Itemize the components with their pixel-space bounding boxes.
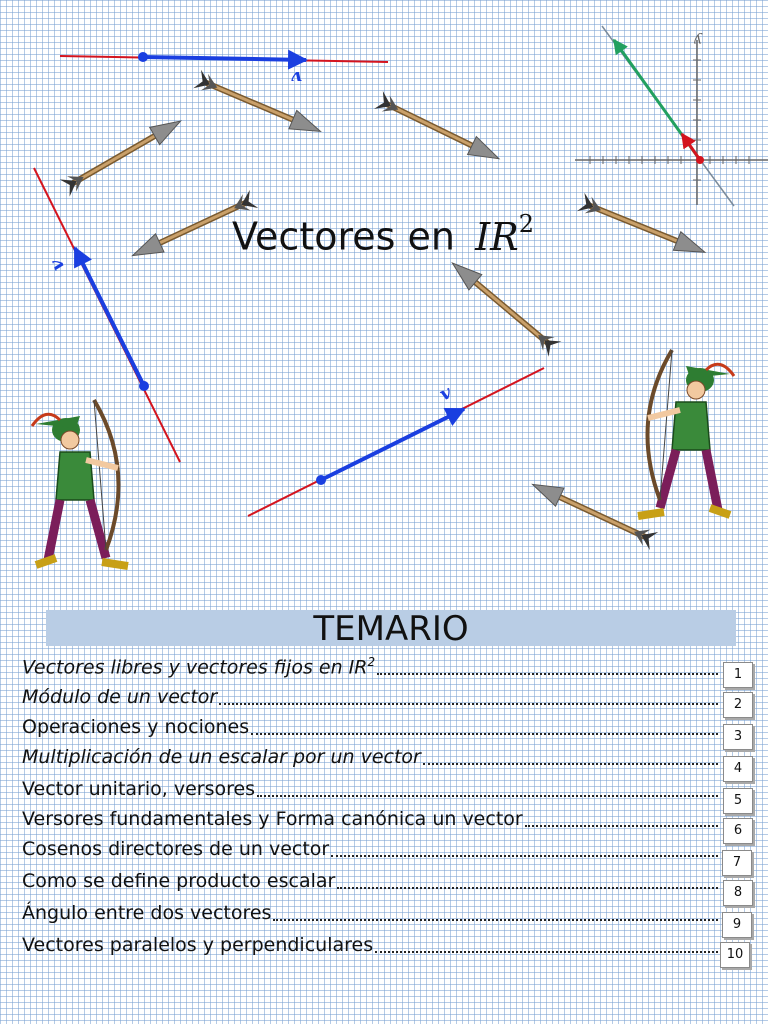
toc-leader-dots	[525, 825, 718, 827]
vector-top-label: v	[291, 67, 302, 88]
title-math	[475, 210, 534, 259]
toc-row[interactable]	[0, 680, 768, 710]
toc-entry-text	[22, 718, 249, 737]
toc-leader-dots	[273, 919, 718, 921]
arrow-1	[193, 70, 324, 141]
toc-entry-text	[22, 656, 375, 677]
toc-page-number[interactable]: 10	[720, 942, 750, 968]
toc-entry-title: Operaciones y nociones	[22, 716, 250, 738]
toc-entry-title: Módulo de un vector	[22, 686, 218, 708]
temario-banner: TEMARIO	[46, 610, 736, 646]
toc-entry-text	[22, 810, 523, 829]
toc-entry-title: Versores fundamentales y Forma canónica un vector	[22, 808, 523, 830]
toc-leader-dots	[219, 703, 718, 705]
toc-row[interactable]	[0, 864, 768, 900]
toc-entry-text	[22, 904, 271, 923]
toc-page-number[interactable]: 2	[723, 692, 753, 718]
toc-row[interactable]	[0, 740, 768, 776]
vector-center-origin	[316, 475, 326, 485]
toc-entry-sup: 2	[367, 654, 376, 669]
toc-row[interactable]	[0, 650, 768, 680]
toc-page-number[interactable]: 9	[722, 912, 752, 938]
page-title	[232, 210, 534, 259]
toc-entry-text	[22, 780, 255, 799]
toc-entry-title: Cosenos directores de un vector	[22, 838, 330, 860]
toc-row[interactable]	[0, 772, 768, 808]
toc-leader-dots	[337, 887, 718, 889]
arrow-2	[60, 112, 186, 196]
toc-entry-title: Vector unitario, versores	[22, 778, 256, 800]
vector-top	[143, 57, 306, 60]
vector-center	[321, 409, 464, 480]
arrow-5	[577, 193, 709, 262]
toc-leader-dots	[257, 795, 718, 797]
toc-page-number[interactable]: 3	[723, 724, 753, 750]
vector-left	[75, 248, 144, 386]
vector-left-origin	[139, 381, 149, 391]
arrow-3	[374, 91, 503, 168]
toc-page-number[interactable]: 5	[723, 788, 753, 814]
toc-entry-text	[22, 840, 329, 859]
toc-page-number[interactable]: 7	[722, 850, 752, 876]
vector-center-label: v	[436, 381, 455, 406]
archer-right	[638, 350, 734, 516]
toc-leader-dots	[251, 733, 718, 735]
y-axis-label: y	[694, 32, 702, 48]
toc-row[interactable]	[0, 710, 768, 744]
coordinate-axes	[575, 26, 768, 206]
toc-entry-text	[22, 872, 335, 891]
title-text: Vectores en	[232, 214, 468, 259]
toc-leader-dots	[423, 763, 718, 765]
toc-leader-dots	[331, 855, 718, 857]
toc-entry-title: Como se define producto escalar	[22, 870, 336, 892]
toc-leader-dots	[375, 951, 718, 953]
toc-entry-title: Ángulo entre dos vectores	[22, 902, 272, 924]
arrow-6	[446, 255, 562, 356]
toc-page-number[interactable]: 1	[723, 662, 753, 688]
title-math-base: IR	[475, 214, 519, 259]
toc-entry-title: Vectores paralelos y perpendiculares	[22, 934, 374, 956]
toc-row[interactable]	[0, 832, 768, 870]
toc-row[interactable]	[0, 928, 768, 962]
toc-leader-dots	[377, 673, 718, 675]
title-math-sup: 2	[518, 210, 534, 238]
toc-page-number[interactable]: 4	[723, 756, 753, 782]
toc-page-number[interactable]: 8	[723, 880, 753, 906]
toc-entry-text	[22, 748, 421, 767]
vector-left-label: v	[45, 256, 70, 274]
toc-row[interactable]	[0, 802, 768, 838]
vector-top-origin	[138, 52, 148, 62]
toc-row[interactable]	[0, 896, 768, 932]
toc-entry-title: Multiplicación de un escalar por un vector	[22, 746, 421, 768]
toc-entry-title: Vectores libres y vectores fijos en IR	[22, 656, 368, 678]
toc-entry-text	[22, 936, 373, 955]
toc-entry-text	[22, 688, 217, 707]
archer-left	[32, 400, 128, 566]
toc-page-number[interactable]: 6	[723, 818, 753, 844]
